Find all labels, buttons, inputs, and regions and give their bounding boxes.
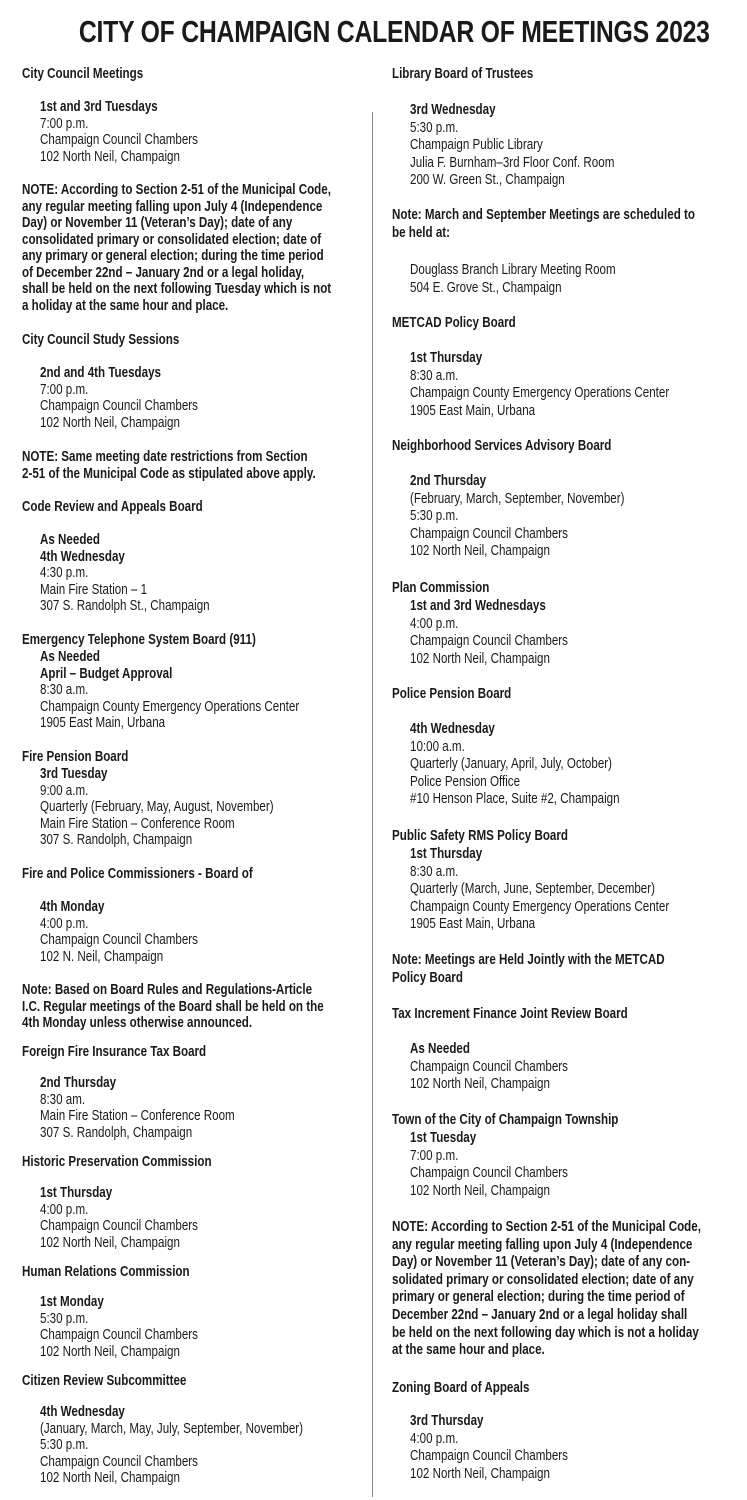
- meeting-schedule: 3rd Tuesday: [40, 766, 108, 782]
- section-heading: METCAD Policy Board: [392, 315, 516, 331]
- meeting-detail: 4:00 p.m.: [40, 915, 89, 932]
- meeting-detail: Main Fire Station – Conference Room: [40, 815, 235, 832]
- note-text: Day) or November 11 (Veteran’s Day); date of any: [22, 215, 293, 231]
- meeting-schedule: 1st and 3rd Tuesdays: [40, 99, 158, 115]
- column-divider: [372, 112, 373, 1497]
- meeting-detail: Champaign Council Chambers: [40, 1218, 198, 1234]
- meeting-detail: Police Pension Office: [410, 773, 521, 790]
- meeting-detail: 1905 East Main, Urbana: [410, 916, 536, 933]
- meeting-detail: 8:30 a.m.: [40, 682, 89, 698]
- meeting-detail: 102 North Neil, Champaign: [40, 148, 180, 165]
- note-text: NOTE: Same meeting date restrictions from Section: [22, 449, 308, 465]
- title-text: CITY OF CHAMPAIGN CALENDAR OF MEETINGS 2023: [78, 14, 710, 49]
- meeting-detail: 7:00 p.m.: [410, 1147, 459, 1164]
- note-text: solidated primary or consolidated election; date of any: [392, 1271, 694, 1288]
- meeting-detail: 102 North Neil, Champaign: [410, 650, 550, 667]
- meeting-detail: Champaign County Emergency Operations Center: [410, 898, 670, 915]
- note-text: December 22nd – January 2nd or a legal holiday shall: [392, 1307, 688, 1323]
- meeting-detail: Champaign County Emergency Operations Center: [40, 698, 300, 715]
- meeting-detail: 102 North Neil, Champaign: [40, 1234, 180, 1251]
- meeting-detail: Main Fire Station – Conference Room: [40, 1108, 235, 1124]
- meeting-detail: 10:00 a.m.: [410, 738, 465, 755]
- section-heading: Foreign Fire Insurance Tax Board: [22, 1044, 207, 1060]
- note-text: any regular meeting falling upon July 4 (Independence: [392, 1236, 693, 1253]
- meeting-detail: Quarterly (March, June, September, December): [410, 881, 655, 898]
- meeting-schedule: 4th Wednesday: [40, 1404, 125, 1420]
- meeting-detail: 504 E. Grove St., Champaign: [410, 279, 562, 296]
- meeting-detail: 5:30 p.m.: [40, 1437, 89, 1453]
- meeting-detail: 4:00 p.m.: [40, 1201, 89, 1218]
- meeting-detail: Champaign Council Chambers: [410, 633, 568, 650]
- section-heading: Fire and Police Commissioners - Board of: [22, 866, 253, 882]
- section-heading: Police Pension Board: [392, 686, 512, 702]
- section-heading: Human Relations Commission: [22, 1264, 190, 1280]
- meeting-detail: 102 North Neil, Champaign: [410, 1076, 550, 1093]
- meeting-schedule: 1st Tuesday: [410, 1130, 477, 1146]
- note-text: any primary or general election; during the time period: [22, 248, 324, 264]
- section-heading: Tax Increment Finance Joint Review Board: [392, 1006, 628, 1022]
- meeting-detail: 1905 East Main, Urbana: [410, 402, 536, 419]
- meeting-detail: 1905 East Main, Urbana: [40, 715, 166, 731]
- meeting-detail: 5:30 p.m.: [410, 508, 459, 525]
- meeting-schedule: 1st Thursday: [410, 846, 483, 862]
- note-text: Note: Based on Board Rules and Regulations-Article: [22, 982, 313, 998]
- meeting-detail: Champaign Council Chambers: [40, 1327, 198, 1343]
- meeting-detail: 8:30 a.m.: [410, 863, 459, 880]
- note-text: of December 22nd – January 2nd or a legal holiday,: [22, 264, 305, 281]
- note-text: shall be held on the next following Tuesday which is not: [22, 281, 332, 297]
- meeting-detail: Champaign Council Chambers: [410, 525, 568, 542]
- page-title: [0, 14, 747, 50]
- note-text: be held at:: [392, 224, 451, 241]
- meeting-detail: Quarterly (January, April, July, October): [410, 756, 612, 773]
- meeting-schedule: 1st Thursday: [40, 1185, 113, 1201]
- section-heading: Library Board of Trustees: [392, 66, 534, 82]
- meeting-detail: (January, March, May, July, September, November): [40, 1420, 304, 1437]
- meeting-detail: Champaign Council Chambers: [410, 1058, 568, 1075]
- meeting-schedule: April – Budget Approval: [40, 665, 173, 682]
- meeting-detail: Champaign Council Chambers: [410, 1165, 568, 1182]
- meeting-schedule: 2nd Thursday: [410, 473, 487, 489]
- meeting-schedule: 4th Monday: [40, 899, 105, 915]
- note-text: Policy Board: [392, 969, 463, 986]
- meeting-detail: 102 North Neil, Champaign: [410, 1465, 550, 1482]
- section-heading: City Council Meetings: [22, 66, 144, 82]
- section-heading: City Council Study Sessions: [22, 332, 180, 348]
- note-text: I.C. Regular meetings of the Board shall be held on the: [22, 998, 324, 1015]
- note-text: NOTE: According to Section 2-51 of the Municipal Code,: [392, 1219, 701, 1235]
- meeting-detail: 4:30 p.m.: [40, 565, 89, 581]
- section-heading: Citizen Review Subcommittee: [22, 1373, 187, 1389]
- section-heading: Fire Pension Board: [22, 749, 129, 765]
- meeting-detail: 102 North Neil, Champaign: [40, 1470, 180, 1486]
- meeting-detail: 4:00 p.m.: [410, 615, 459, 632]
- meeting-detail: 5:30 p.m.: [410, 119, 459, 136]
- note-text: 4th Monday unless otherwise announced.: [22, 1015, 253, 1031]
- section-heading: Town of the City of Champaign Township: [392, 1112, 619, 1128]
- meeting-detail: #10 Henson Place, Suite #2, Champaign: [410, 791, 620, 808]
- meeting-detail: 102 North Neil, Champaign: [40, 414, 180, 431]
- meeting-detail: Quarterly (February, May, August, November): [40, 799, 274, 815]
- meeting-detail: 9:00 a.m.: [40, 782, 89, 799]
- meeting-detail: 7:00 p.m.: [40, 115, 89, 132]
- meeting-detail: Champaign Council Chambers: [40, 1453, 198, 1470]
- note-text: a holiday at the same hour and place.: [22, 297, 229, 314]
- note-text: any regular meeting falling upon July 4 (Independence: [22, 198, 323, 215]
- note-text: Note: March and September Meetings are scheduled to: [392, 207, 695, 223]
- section-heading: Emergency Telephone System Board (911): [22, 632, 256, 648]
- meeting-detail: 200 W. Green St., Champaign: [410, 172, 565, 189]
- meeting-schedule: 2nd Thursday: [40, 1075, 117, 1091]
- meeting-schedule: 3rd Thursday: [410, 1413, 484, 1429]
- meeting-schedule: 4th Wednesday: [410, 721, 495, 737]
- meeting-detail: Champaign Council Chambers: [40, 932, 198, 948]
- meeting-schedule: As Needed: [40, 532, 100, 548]
- note-text: 2-51 of the Municipal Code as stipulated above apply.: [22, 465, 316, 482]
- section-heading: Public Safety RMS Policy Board: [392, 828, 568, 844]
- section-heading: Neighborhood Services Advisory Board: [392, 438, 612, 454]
- meeting-detail: 8:30 a.m.: [410, 367, 459, 384]
- meeting-schedule: As Needed: [410, 1041, 470, 1057]
- meeting-detail: Julia F. Burnham–3rd Floor Conf. Room: [410, 154, 615, 171]
- meeting-detail: (February, March, September, November): [410, 490, 625, 507]
- note-text: Note: Meetings are Held Jointly with the METCAD: [392, 952, 665, 968]
- meeting-detail: 102 North Neil, Champaign: [40, 1343, 180, 1360]
- meeting-detail: 102 N. Neil, Champaign: [40, 948, 164, 965]
- meeting-detail: 307 S. Randolph St., Champaign: [40, 598, 210, 614]
- section-heading: Plan Commission: [392, 580, 490, 596]
- meeting-detail: 7:00 p.m.: [40, 381, 89, 398]
- meeting-schedule: 2nd and 4th Tuesdays: [40, 365, 161, 381]
- meeting-schedule: 1st and 3rd Wednesdays: [410, 598, 546, 614]
- meeting-detail: 102 North Neil, Champaign: [410, 543, 550, 560]
- meeting-detail: 102 North Neil, Champaign: [410, 1182, 550, 1199]
- section-heading: Historic Preservation Commission: [22, 1154, 212, 1170]
- meeting-schedule: 1st Thursday: [410, 350, 483, 366]
- meeting-detail: Champaign Council Chambers: [410, 1448, 568, 1465]
- section-heading: Code Review and Appeals Board: [22, 499, 203, 515]
- meeting-detail: 307 S. Randolph, Champaign: [40, 1124, 193, 1141]
- meeting-schedule: 4th Wednesday: [40, 548, 125, 565]
- note-text: Day) or November 11 (Veteran’s Day); date of any con-: [392, 1254, 691, 1271]
- meeting-detail: 4:00 p.m.: [410, 1430, 459, 1447]
- note-text: NOTE: According to Section 2-51 of the Municipal Code,: [22, 182, 331, 198]
- meeting-detail: Main Fire Station – 1: [40, 581, 148, 598]
- section-heading: Zoning Board of Appeals: [392, 1380, 530, 1396]
- meeting-detail: Douglass Branch Library Meeting Room: [410, 262, 616, 278]
- meeting-detail: 307 S. Randolph, Champaign: [40, 832, 193, 848]
- meeting-detail: 8:30 am.: [40, 1091, 86, 1108]
- meeting-schedule: 3rd Wednesday: [410, 102, 496, 118]
- meeting-detail: Champaign Council Chambers: [40, 132, 198, 148]
- meeting-detail: Champaign County Emergency Operations Center: [410, 385, 670, 402]
- note-text: be held on the next following day which is not a holiday: [392, 1324, 699, 1341]
- note-text: consolidated primary or consolidated election; date of: [22, 231, 322, 248]
- meeting-schedule: As Needed: [40, 649, 100, 665]
- meeting-schedule: 1st Monday: [40, 1294, 104, 1310]
- note-text: at the same hour and place.: [392, 1342, 545, 1359]
- meeting-detail: Champaign Council Chambers: [40, 398, 198, 414]
- note-text: primary or general election; during the time period of: [392, 1289, 685, 1306]
- meeting-detail: 5:30 p.m.: [40, 1310, 89, 1327]
- meeting-detail: Champaign Public Library: [410, 137, 543, 154]
